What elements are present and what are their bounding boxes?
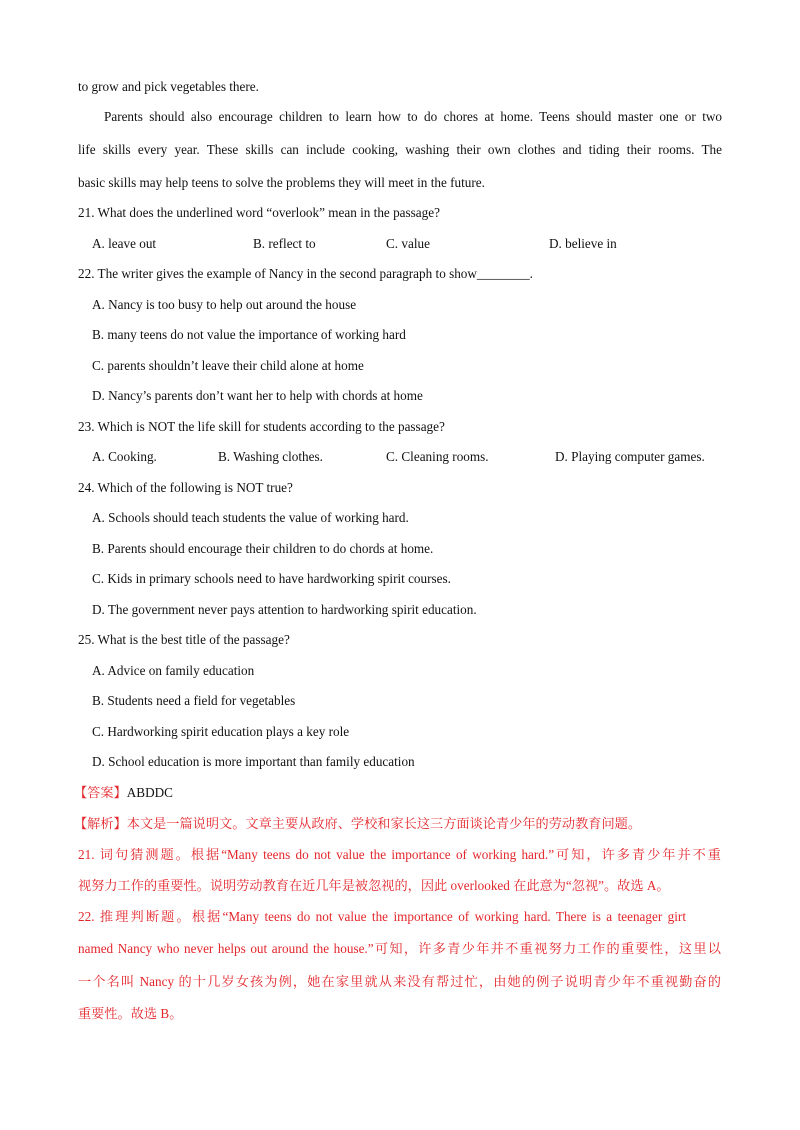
- analysis-intro-text: 本文是一篇说明文。文章主要从政府、学校和家长这三方面谈论青少年的劳动教育问题。: [126, 816, 642, 831]
- option-a: A. Cooking.: [92, 449, 157, 464]
- option-d: D. School education is more important than family education: [92, 754, 415, 769]
- analysis-q22-line: 22. 推理判断题。根据“Many teens do not value the importance of working hard. There is a teenager girt: [78, 909, 686, 924]
- answer-line: [74, 784, 173, 802]
- option-c: C. Hardworking spirit education plays a key role: [92, 724, 350, 739]
- analysis-intro: [74, 815, 641, 833]
- option-b: B. Parents should encourage their children to do chords at home.: [92, 541, 434, 556]
- answer-label: 【答案】: [74, 785, 127, 800]
- analysis-q22-line: 一个名叫 Nancy 的十几岁女孩为例，她在家里就从来没有帮过忙，由她的例子说明青少年不重视勤奋的: [78, 974, 721, 989]
- option-b: B. Washing clothes.: [218, 449, 323, 464]
- question-23-options: [0, 448, 800, 466]
- question-22-stem: 22. The writer gives the example of Nancy in the second paragraph to show________.: [78, 266, 533, 281]
- question-24-stem: 24. Which of the following is NOT true?: [78, 480, 293, 495]
- option-b: B. reflect to: [253, 236, 316, 251]
- passage-line: life skills every year. These skills can include cooking, washing their own clothes and tiding their rooms. The: [78, 142, 722, 157]
- question-23-stem: 23. Which is NOT the life skill for students according to the passage?: [78, 419, 445, 434]
- option-d: D. The government never pays attention to hardworking spirit education.: [92, 602, 477, 617]
- option-d: D. Nancy’s parents don’t want her to help with chords at home: [92, 388, 423, 403]
- passage-line: Parents should also encourage children to learn how to do chores at home. Teens should master one or two: [104, 109, 722, 124]
- option-c: C. Cleaning rooms.: [386, 449, 489, 464]
- analysis-q22-line: named Nancy who never helps out around the house.”可知，许多青少年并不重视努力工作的重要性，这里以: [78, 941, 721, 956]
- option-a: A. leave out: [92, 236, 157, 251]
- option-d: D. Playing computer games.: [555, 449, 705, 464]
- option-c: C. parents shouldn’t leave their child alone at home: [92, 358, 364, 373]
- question-25-stem: 25. What is the best title of the passage?: [78, 632, 290, 647]
- analysis-q22-line: 重要性。故选 B。: [78, 1006, 183, 1021]
- passage-line: to grow and pick vegetables there.: [78, 79, 259, 94]
- option-c: C. Kids in primary schools need to have hardworking spirit courses.: [92, 571, 451, 586]
- option-c: C. value: [386, 236, 430, 251]
- option-a: A. Advice on family education: [92, 663, 255, 678]
- analysis-q21-line: 视努力工作的重要性。说明劳动教育在近几年是被忽视的，因此 overlooked 在此意为“忽视”。故选 A。: [78, 878, 670, 893]
- option-a: A. Schools should teach students the value of working hard.: [92, 510, 409, 525]
- answer-value: ABDDC: [126, 785, 173, 800]
- option-b: B. Students need a field for vegetables: [92, 693, 296, 708]
- question-21-stem: 21. What does the underlined word “overlook” mean in the passage?: [78, 205, 440, 220]
- option-d: D. believe in: [549, 236, 617, 251]
- option-a: A. Nancy is too busy to help out around the house: [92, 297, 357, 312]
- analysis-label: 【解析】: [74, 816, 127, 831]
- passage-line: basic skills may help teens to solve the problems they will meet in the future.: [78, 175, 485, 190]
- question-21-options: [0, 235, 800, 253]
- analysis-q21-line: 21. 词句猜测题。根据“Many teens do not value the importance of working hard.”可知，许多青少年并不重: [78, 847, 721, 862]
- option-b: B. many teens do not value the importance of working hard: [92, 327, 406, 342]
